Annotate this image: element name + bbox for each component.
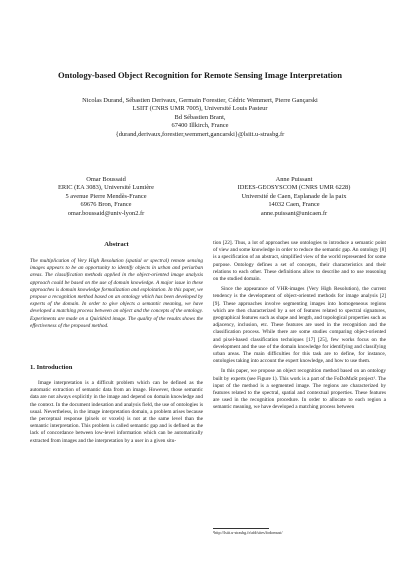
institution: IDEES-GEOSYSCOM (CNRS UMR 6228) <box>237 184 351 192</box>
author-name: Omar Boussaid <box>86 176 126 183</box>
street-address: Bd Sébastien Brant, <box>174 113 226 121</box>
left-column <box>30 240 203 448</box>
author-list: Nicolas Durand, Sébastien Derivaux, Germain Forestier, Cédric Wemmert, Pierre Gançarski <box>82 97 318 104</box>
author-email: omar.boussaid@univ-lyon2.fr <box>67 209 145 217</box>
body-paragraph: Since the appearance of VHR-images (Very High Resolution), the current tendency is the development of object-oriented methods for image analysis [2] [9]. These approaches involve segmenting images into homogeneous regions which are then characterized by a set of features related to spectral signatures, geographical features such as shape and length, and topological properties such as adjacency, inclusion, etc. These features are used in the recognition and the classification process. While there are some studies comparing object-oriented and pixel-based classification techniques [17] [25], few works focus on the development and the use of the domain knowledge for identifying and classifying urban areas. The main difficulties for this task are to define, for instance, ontologies taking into account the expert knowledge, and how to use them. <box>213 286 386 365</box>
city-address: 14032 Caen, France <box>268 201 320 209</box>
body-paragraph: tion [22]. Thus, a lot of approaches use ontologies to introduce a semantic point of view and some knowledge in order to reduce the semantic gap. An ontology [8] is a specification of an abstract, simplified view of the world represented for some purpose. Ontology defines a set of concepts, their characteristics and their relations to each other. These definitions allow to describe and to use reasoning on the studied domain. <box>213 240 386 283</box>
footnote-divider <box>213 528 269 529</box>
section-heading-introduction: 1. Introduction <box>30 364 73 372</box>
abstract-text: The multiplication of Very High Resolution (spatial or spectral) remote sensing images appears to be an opportunity to identify objects in urban and periurban areas. The classification methods applied in the object-oriented image analysis approach could be based on the use of domain knowledge. A major issue in these approaches is domain knowledge formalization and exploitation. In this paper, we propose a recognition method based on an ontology which has been developed by experts of the domain. In order to give objects a semantic meaning, we have developed a matching process between an object and the concepts of the ontology. Experiments are made on a Quickbird image. The quality of the results shows the effectiveness of the proposed method. <box>30 258 203 329</box>
city-address: 67400 Illkirch, France <box>171 122 229 130</box>
author-email: anne.puissant@unicaen.fr <box>260 209 328 217</box>
body-paragraph: In this paper, we propose an object recognition method based on an ontology built by experts (see Figure 1). This work is a part of the FoDoMuSt project¹. The input of the method is a segmented image. The regions are characterized by features related to the spectral, spatial and contextual properties. These features are used in the recognition procedure. In order to allocate to each region a semantic meaning, we have developed a matching process between <box>213 368 386 411</box>
footnote: ¹http://lsiit.u-strasbg.fr/afd/sites/fodomust/ <box>213 530 283 535</box>
institution: ERIC (EA 3083), Université Lumière <box>57 184 154 192</box>
author-emails: {durand,derivaux,forestier,wemmert,gancarski}@lsiit.u-strasbg.fr <box>115 130 285 138</box>
city-address: 69676 Bron, France <box>80 201 132 209</box>
author-name: Anne Puissant <box>275 176 313 183</box>
left-affiliation-block <box>26 176 186 218</box>
abstract-heading: Abstract <box>104 241 129 248</box>
right-affiliation-block <box>214 176 374 218</box>
right-column <box>213 240 386 415</box>
paper-title: Ontology-based Object Recognition for Remote Sensing Image Interpretation <box>58 70 342 80</box>
main-affiliation-block <box>40 97 360 139</box>
body-paragraph: Image interpretation is a difficult problem which can be defined as the automatic extraction of semantic data from an image. However, those semantic data are not always explicitly in the image and depend on domain knowledge and the context. In the document indexation and analysis field, the use of ontologies is usual. Nevertheless, in the image interpretation domain, a problem arises because the perceptual response (pixels or voxels) is not at the same level than the semantic interpretation. This problem is called semantic gap and is defined as the lack of concordance between low-level information which can be automatically extracted from images and the interpretation by a user in a given situ- <box>30 380 203 444</box>
street-address: Université de Caen, Esplanade de la paix <box>241 192 347 200</box>
lab-name: LSIIT (CNRS UMR 7005), Université Louis Pasteur <box>132 105 268 113</box>
street-address: 5 avenue Pierre Mendès-France <box>65 192 147 200</box>
